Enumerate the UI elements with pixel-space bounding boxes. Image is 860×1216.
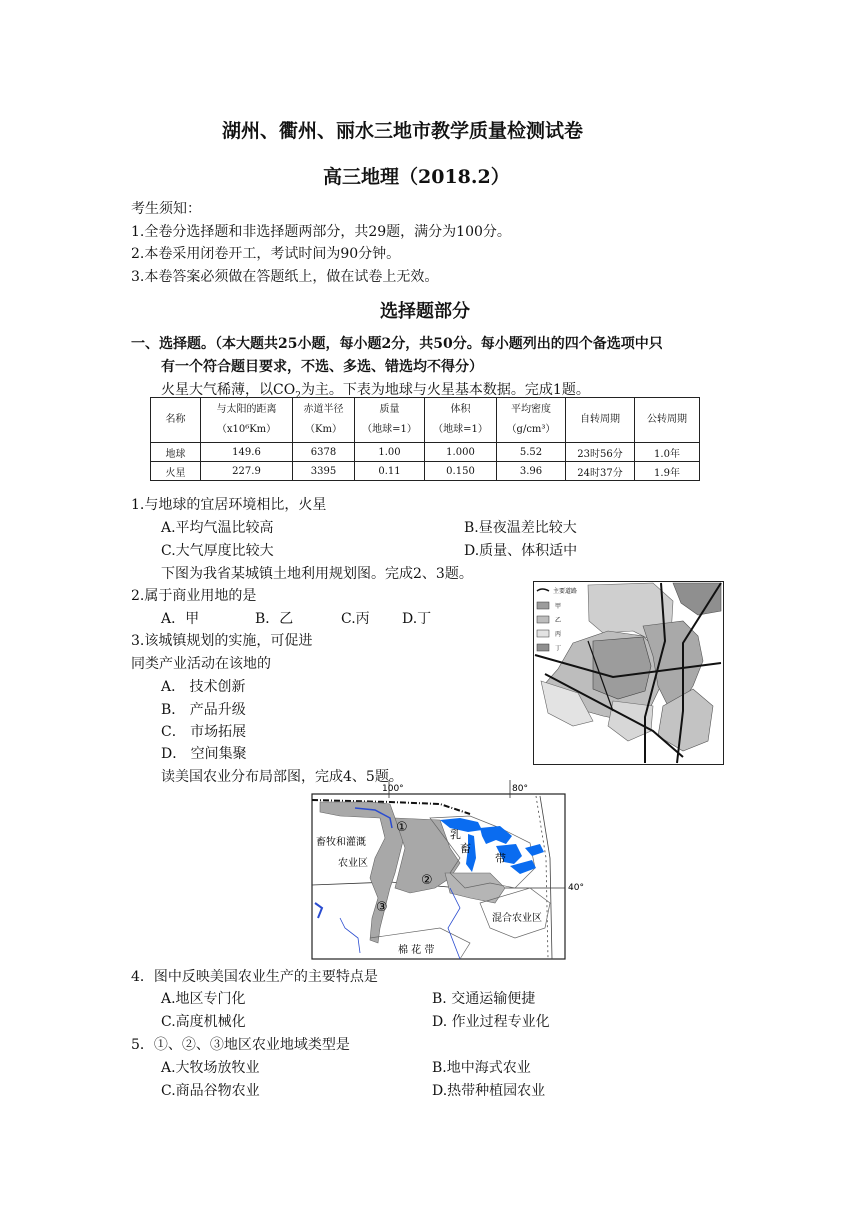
intro-q4-5: 读美国农业分布局部图，完成4、5题。 [161, 769, 403, 785]
cotton-belt-label: 棉 花 带 [398, 945, 435, 956]
q4-option-c: C.高度机械化 [161, 1014, 246, 1030]
region-2-label: ② [421, 873, 433, 888]
section-title: 选择题部分 [380, 301, 470, 322]
svg-text:甲: 甲 [555, 603, 562, 610]
q4-option-b: B. 交通运输便捷 [432, 991, 536, 1007]
table-cell: 火星 [151, 462, 201, 481]
mixed-farming-label: 混合农业区 [492, 913, 542, 924]
q2-option-b: B．乙 [255, 611, 294, 627]
longitude-80: 80° [512, 784, 528, 794]
table-cell: 149.6 [201, 443, 293, 462]
table-cell: 1.00 [355, 443, 425, 462]
page-subtitle: 高三地理（2018.2） [323, 166, 510, 188]
table-cell: 24时37分 [566, 462, 635, 481]
section-instruction: 一、选择题。（本大题共25小题，每小题2分，共50分。每小题列出的四个备选项中只 [131, 336, 663, 352]
q4-option-d: D. 作业过程专业化 [432, 1014, 550, 1030]
q3-option-d: D． 空间集聚 [161, 746, 247, 762]
intro-q2-3: 下图为我省某城镇土地利用规划图。完成2、3题。 [161, 566, 473, 582]
table-cell: 5.52 [497, 443, 566, 462]
table-header-cell: 与太阳的距离 （x10⁶Km） [201, 398, 293, 443]
question-3-stem: 3.该城镇规划的实施，可促进 [131, 633, 313, 649]
table-cell: 0.11 [355, 462, 425, 481]
section-instruction-cont: 有一个符合题目要求，不选、多选、错选均不得分） [161, 359, 483, 375]
question-4-stem: 4．图中反映美国农业生产的主要特点是 [131, 969, 378, 985]
dairy-belt-label-3: 带 [495, 852, 506, 865]
intro-q1: 火星大气稀薄，以$CO_2$为主。下表为地球与火星基本数据。完成1题。 [161, 382, 590, 401]
page-title: 湖州、衢州、丽水三地市教学质量检测试卷 [222, 120, 584, 142]
us-agriculture-map [300, 778, 600, 963]
q1-option-c: C.大气厚度比较大 [161, 543, 274, 559]
question-1-stem: 1.与地球的宜居环境相比，火星 [131, 497, 327, 513]
table-cell: 1.0年 [635, 443, 700, 462]
region-1-label: ① [396, 820, 408, 835]
q3-option-a: A． 技术创新 [161, 679, 246, 695]
table-cell: 6378 [293, 443, 355, 462]
table-header-cell: 质量 （地球=1） [355, 398, 425, 443]
q4-option-a: A.地区专门化 [161, 991, 246, 1007]
table-header-row [151, 398, 700, 443]
question-3-stem-cont: 同类产业活动在该地的 [131, 656, 271, 672]
longitude-100: 100° [382, 784, 404, 794]
svg-text:丁: 丁 [555, 645, 562, 652]
table-row [151, 462, 700, 481]
question-2-stem: 2.属于商业用地的是 [131, 588, 257, 604]
q1-option-a: A.平均气温比较高 [161, 520, 274, 536]
planet-data-table [150, 397, 700, 481]
region-3-label: ③ [376, 900, 388, 915]
q1-option-d: D.质量、体积适中 [464, 543, 578, 559]
table-cell: 3.96 [497, 462, 566, 481]
q2-option-c: C.丙 [341, 611, 370, 627]
table-cell: 1.9年 [635, 462, 700, 481]
table-header-cell: 自转周期 [566, 398, 635, 443]
svg-text:丙: 丙 [555, 631, 562, 638]
table-cell: 227.9 [201, 462, 293, 481]
table-header-cell: 体积 （地球=1） [425, 398, 497, 443]
q5-option-a: A.大牧场放牧业 [161, 1060, 260, 1076]
town-land-use-map [533, 581, 724, 765]
table-cell: 1.000 [425, 443, 497, 462]
svg-text:乙: 乙 [555, 617, 562, 624]
table-row [151, 443, 700, 462]
table-cell: 3395 [293, 462, 355, 481]
table-cell: 0.150 [425, 462, 497, 481]
notice-item: 1.全卷分选择题和非选择题两部分，共29题，满分为100分。 [131, 224, 511, 240]
latitude-40: 40° [568, 883, 584, 893]
dairy-belt-label-1: 乳 [450, 828, 461, 841]
q2-option-a: A．甲 [161, 611, 200, 627]
table-header-cell: 公转周期 [635, 398, 700, 443]
q3-option-b: B． 产品升级 [161, 702, 246, 718]
ranch-irrigation-label-cont: 农业区 [338, 858, 368, 869]
question-5-stem: 5．①、②、③地区农业地域类型是 [131, 1037, 350, 1053]
q2-option-d: D.丁 [402, 611, 432, 627]
table-cell: 地球 [151, 443, 201, 462]
table-cell: 23时56分 [566, 443, 635, 462]
table-header-cell: 平均密度 （g/cm³） [497, 398, 566, 443]
svg-text:主要道路: 主要道路 [553, 588, 578, 595]
q5-option-d: D.热带种植园农业 [432, 1083, 546, 1099]
q5-option-b: B.地中海式农业 [432, 1060, 531, 1076]
q5-option-c: C.商品谷物农业 [161, 1083, 260, 1099]
dairy-belt-label-2: 畜 [460, 842, 471, 855]
notice-heading: 考生须知： [131, 201, 201, 217]
q1-option-b: B.昼夜温差比较大 [464, 520, 577, 536]
table-header-cell: 赤道半径 （Km） [293, 398, 355, 443]
notice-item: 2.本卷采用闭卷开工，考试时间为90分钟。 [131, 246, 401, 262]
ranch-irrigation-label: 畜牧和灌溉 [316, 837, 366, 848]
notice-item: 3.本卷答案必须做在答题纸上，做在试卷上无效。 [131, 269, 439, 285]
table-header-cell: 名称 [151, 398, 201, 443]
q3-option-c: C． 市场拓展 [161, 724, 247, 740]
